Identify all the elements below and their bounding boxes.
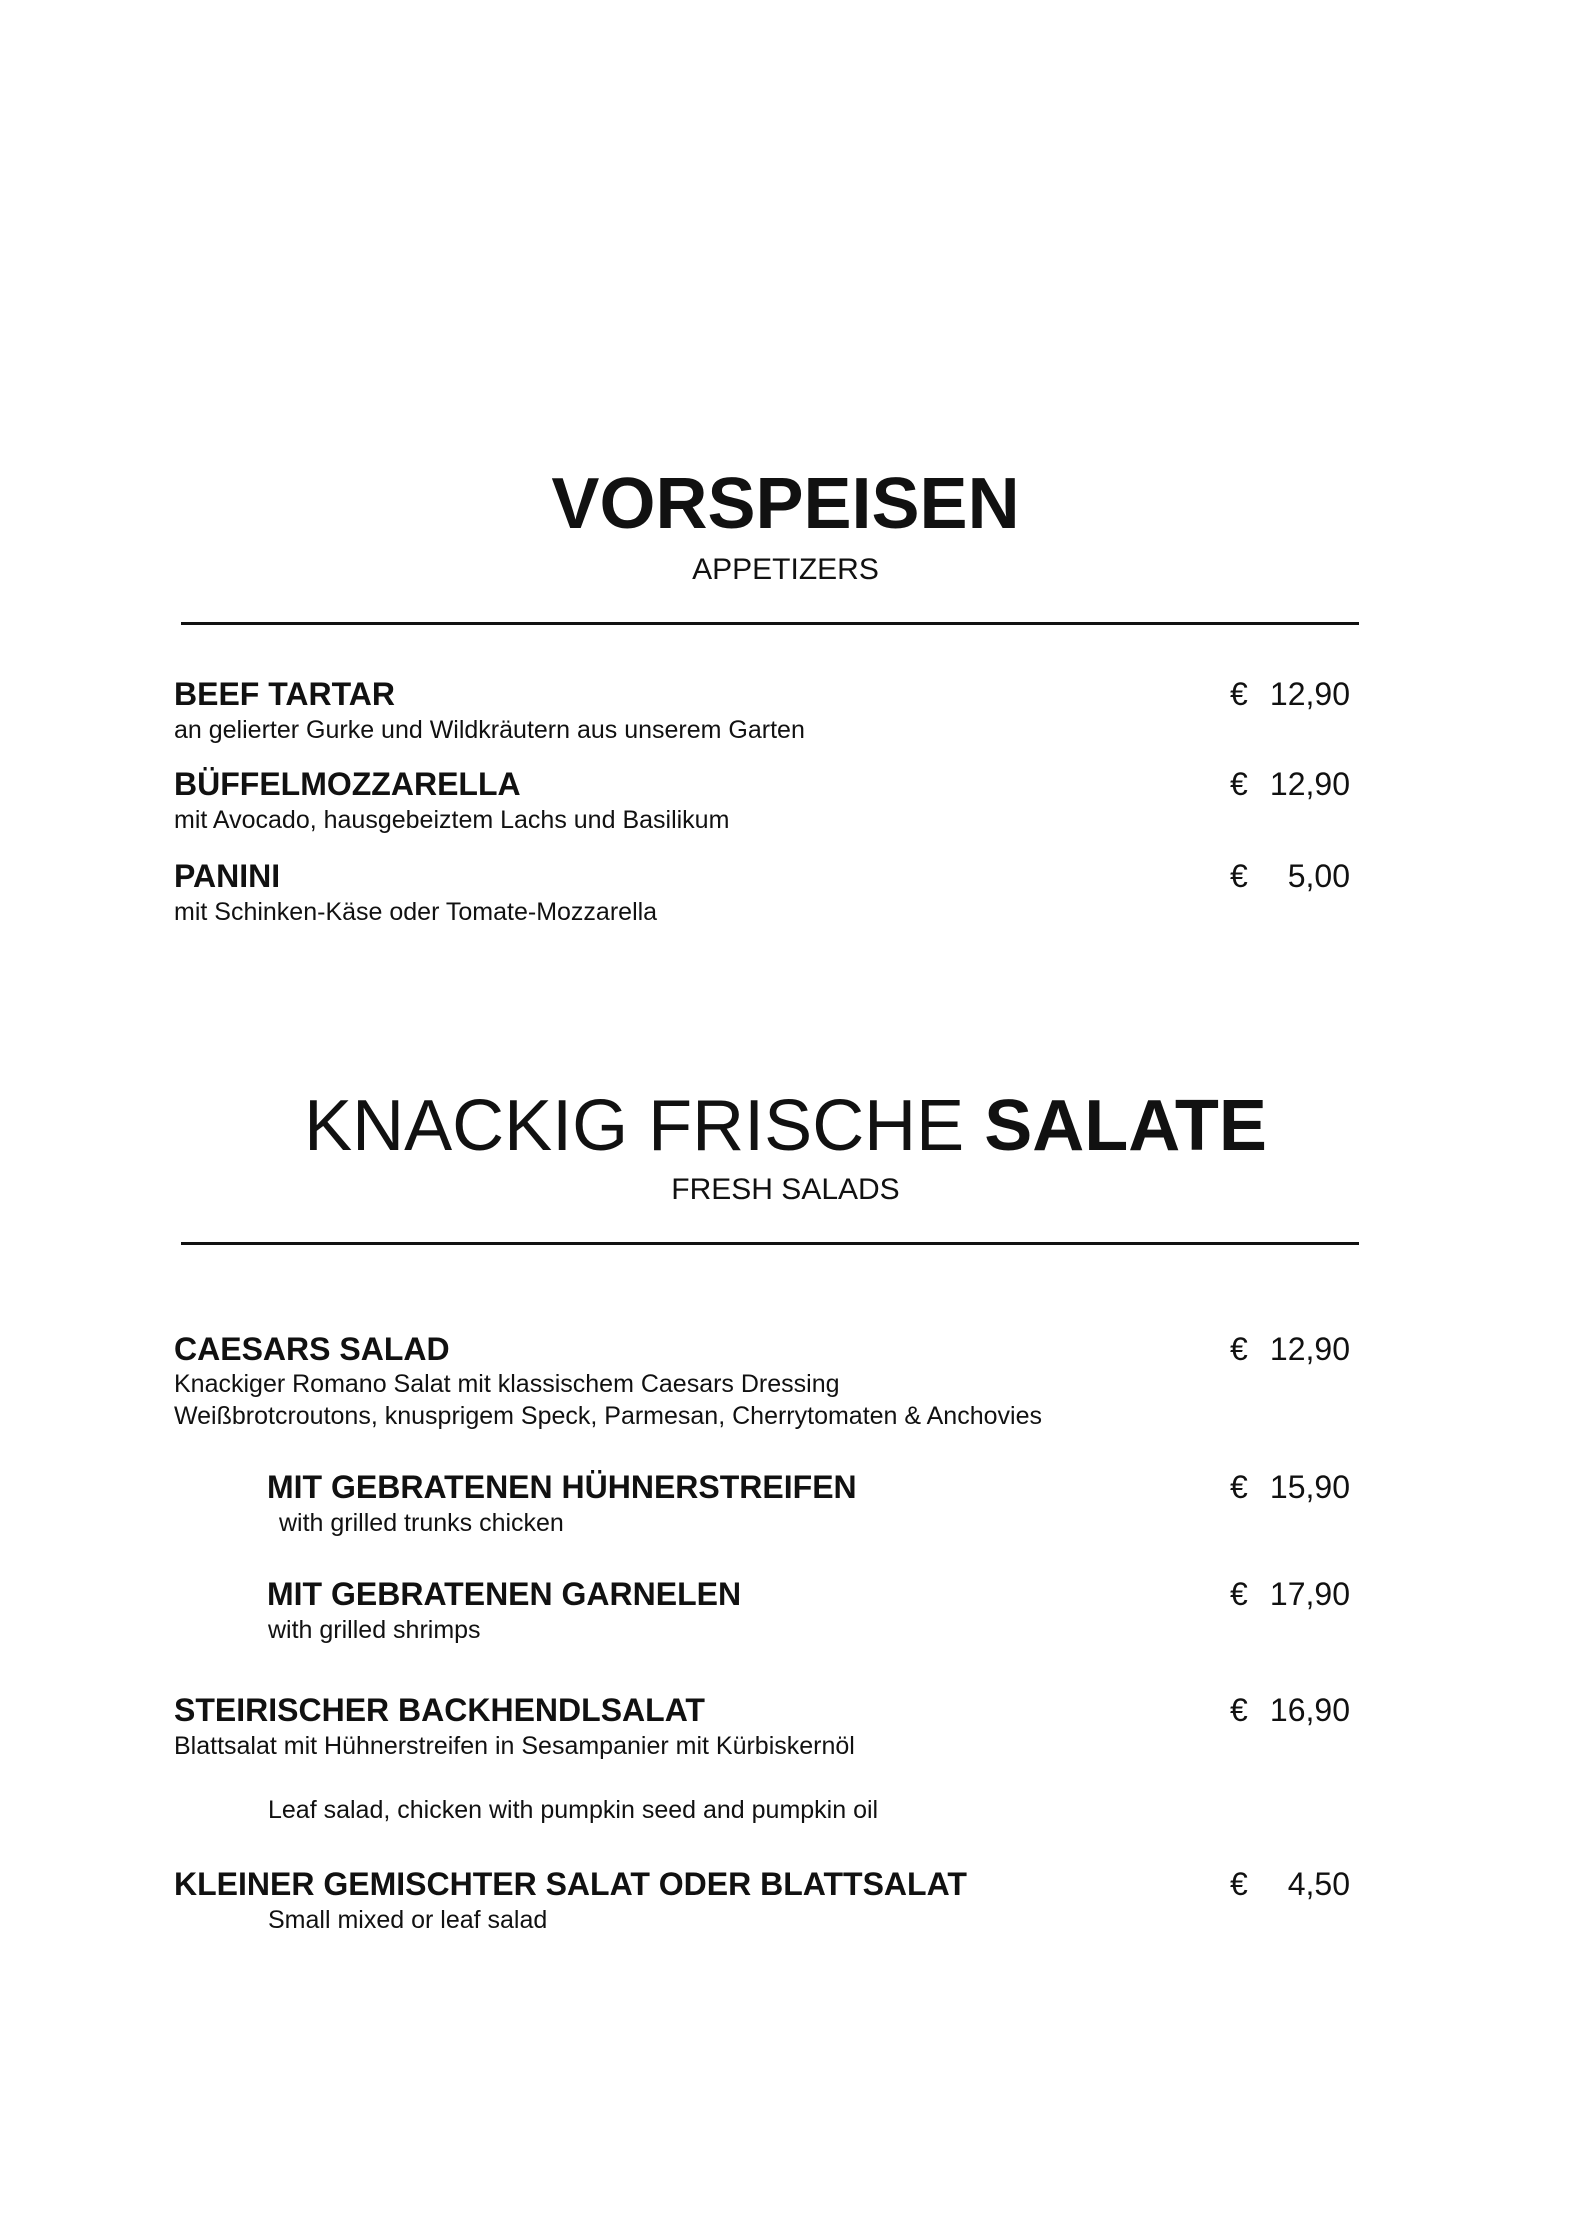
price-amount: 15,90 <box>1269 1469 1350 1505</box>
item-name-beef-tartar: BEEF TARTAR <box>174 676 396 712</box>
item-desc-small-salad: Small mixed or leaf salad <box>268 1906 548 1934</box>
price-amount: 12,90 <box>1269 1331 1350 1367</box>
item-desc-en-backhendlsalat: Leaf salad, chicken with pumpkin seed and pumpkin oil <box>268 1796 879 1824</box>
currency-symbol: € <box>1230 858 1248 894</box>
item-name-caesars-salad: CAESARS SALAD <box>174 1331 450 1367</box>
currency-symbol: € <box>1230 1331 1248 1367</box>
appetizers-divider <box>181 622 1359 625</box>
salads-divider <box>181 1242 1359 1245</box>
item-name-backhendlsalat: STEIRISCHER BACKHENDLSALAT <box>174 1692 705 1728</box>
price-amount: 4,50 <box>1287 1866 1350 1902</box>
item-desc-shrimp-option: with grilled shrimps <box>268 1616 481 1644</box>
appetizers-title: VORSPEISEN <box>551 464 1020 544</box>
item-name-shrimp-option: MIT GEBRATENEN GARNELEN <box>267 1576 742 1612</box>
item-desc-panini: mit Schinken-Käse oder Tomate-Mozzarella <box>174 898 658 926</box>
salads-title-regular: KNACKIG FRISCHE <box>304 1086 985 1166</box>
salads-title-bold: SALATE <box>984 1086 1267 1166</box>
currency-symbol: € <box>1230 1576 1248 1612</box>
item-name-chicken-option: MIT GEBRATENEN HÜHNERSTREIFEN <box>267 1469 857 1505</box>
price-amount: 17,90 <box>1269 1576 1350 1612</box>
salads-title <box>0 1086 1571 1166</box>
currency-symbol: € <box>1230 1469 1248 1505</box>
item-name-panini: PANINI <box>174 858 281 894</box>
item-name-small-salad: KLEINER GEMISCHTER SALAT ODER BLATTSALAT <box>174 1866 967 1902</box>
salads-subtitle: FRESH SALADS <box>671 1173 900 1206</box>
currency-symbol: € <box>1230 676 1248 712</box>
appetizers-subtitle: APPETIZERS <box>692 553 879 586</box>
item-desc-beef-tartar: an gelierter Gurke und Wildkräutern aus unserem Garten <box>174 716 805 744</box>
currency-symbol: € <box>1230 1866 1248 1902</box>
item-desc-bueffelmozzarella: mit Avocado, hausgebeiztem Lachs und Basilikum <box>174 806 730 834</box>
item-desc-chicken-option: with grilled trunks chicken <box>279 1509 564 1537</box>
price-amount: 5,00 <box>1287 858 1350 894</box>
price-amount: 12,90 <box>1269 766 1350 802</box>
currency-symbol: € <box>1230 766 1248 802</box>
item-desc-caesars-salad-1: Knackiger Romano Salat mit klassischem Caesars Dressing <box>174 1370 840 1398</box>
item-desc-backhendlsalat: Blattsalat mit Hühnerstreifen in Sesampanier mit Kürbiskernöl <box>174 1732 855 1760</box>
currency-symbol: € <box>1230 1692 1248 1728</box>
item-name-bueffelmozzarella: BÜFFELMOZZARELLA <box>174 766 521 802</box>
item-desc-caesars-salad-2: Weißbrotcroutons, knusprigem Speck, Parmesan, Cherrytomaten & Anchovies <box>174 1402 1042 1430</box>
price-amount: 16,90 <box>1269 1692 1350 1728</box>
price-amount: 12,90 <box>1269 676 1350 712</box>
